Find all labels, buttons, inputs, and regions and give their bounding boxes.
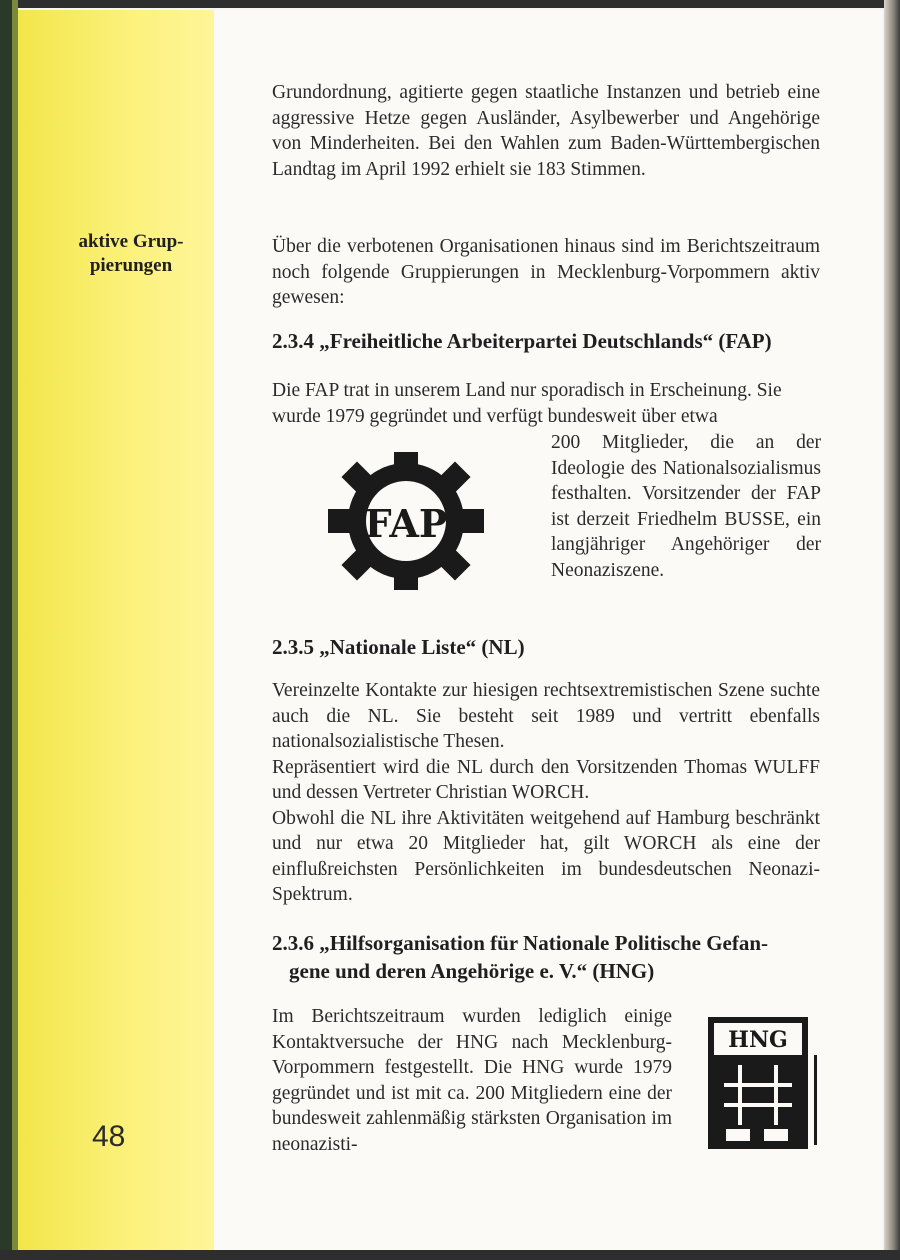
groups-paragraph: Über die verbotenen Organisationen hinaus sind im Berichtszeitraum noch folgende Gruppierungen in Mecklenburg-Vorpommern aktiv gewesen: xyxy=(272,236,820,308)
section-heading-fap: 2.3.4 „Freiheitliche Arbeiterpartei Deutschlands“ (FAP) xyxy=(272,329,772,353)
fap-gear-icon xyxy=(326,452,486,590)
page-number: 48 xyxy=(92,1120,126,1153)
intro-paragraph: Grundordnung, agitierte gegen staatliche Instanzen und betrieb eine aggressive Hetze gegen Ausländer, Asylbewerber und Angehörige von Minderheiten. Bei den Wahlen zum Baden-Württembergischen Landtag im April 1992 erhielt sie 183 Stimmen. xyxy=(272,82,820,180)
hng-paragraph: Im Berichtszeitraum wurden lediglich einige Kontaktversuche der HNG nach Mecklenburg-Vorpommern festgestellt. Die HNG wurde 1979 gegründet und ist mit ca. 200 Mitgliedern eine der bundesweit zahlenmäßig stärksten Organisation im neonazisti- xyxy=(272,1006,672,1155)
scan-edge-top xyxy=(0,0,900,8)
fap-logo-text: FAP xyxy=(364,501,448,546)
nl-paragraph xyxy=(272,678,820,908)
margin-label-line1: aktive Grup- xyxy=(78,231,184,252)
margin-label-line2: pierungen xyxy=(89,255,173,276)
nl-paragraph-part1: Vereinzelte Kontakte zur hiesigen rechtsextremistischen Szene suchte auch die NL. Sie besteht seit 1989 und vertritt ebenfalls nationalsozialistische Thesen. xyxy=(272,680,820,752)
fap-logo xyxy=(326,452,486,590)
section-heading-hng xyxy=(272,929,820,985)
fap-paragraph: Die FAP trat in unserem Land nur sporadisch in Erscheinung. Sie wurde 1979 gegründet und verfügt bundesweit über etwa xyxy=(272,380,782,427)
section-heading-hng-line1: 2.3.6 „Hilfsorganisation für Nationale Politische Gefan- xyxy=(272,931,769,955)
section-heading-nl: 2.3.5 „Nationale Liste“ (NL) xyxy=(272,635,525,659)
scan-edge-right xyxy=(884,0,900,1260)
margin-label xyxy=(56,230,206,278)
scan-edge-bottom xyxy=(0,1250,900,1260)
fap-paragraph-beside-logo: 200 Mitglieder, die an der Ideologie des Nationalsozialismus festhalten. Vorsitzender der FAP ist derzeit Friedhelm BUSSE, ein langjähriger Angehöriger der Neonaziszene. xyxy=(551,432,821,581)
scan-edge-left xyxy=(0,0,12,1260)
section-heading-hng-line2: gene und deren Angehörige e. V.“ (HNG) xyxy=(289,959,655,983)
nl-paragraph-part2: Repräsentiert wird die NL durch den Vorsitzenden Thomas WULFF und dessen Vertreter Christian WORCH. xyxy=(272,756,820,803)
hng-logo xyxy=(706,1015,822,1153)
nl-paragraph-part3: Obwohl die NL ihre Aktivitäten weitgehend auf Hamburg beschränkt und nur etwa 20 Mitglieder hat, gilt WORCH als eine der einflußreichsten Persönlichkeiten im bundesdeutschen Neonazi-Spektrum. xyxy=(272,807,820,905)
hng-logo-text: HNG xyxy=(728,1027,788,1053)
margin-band xyxy=(18,10,214,1250)
hng-emblem-icon xyxy=(706,1015,822,1153)
